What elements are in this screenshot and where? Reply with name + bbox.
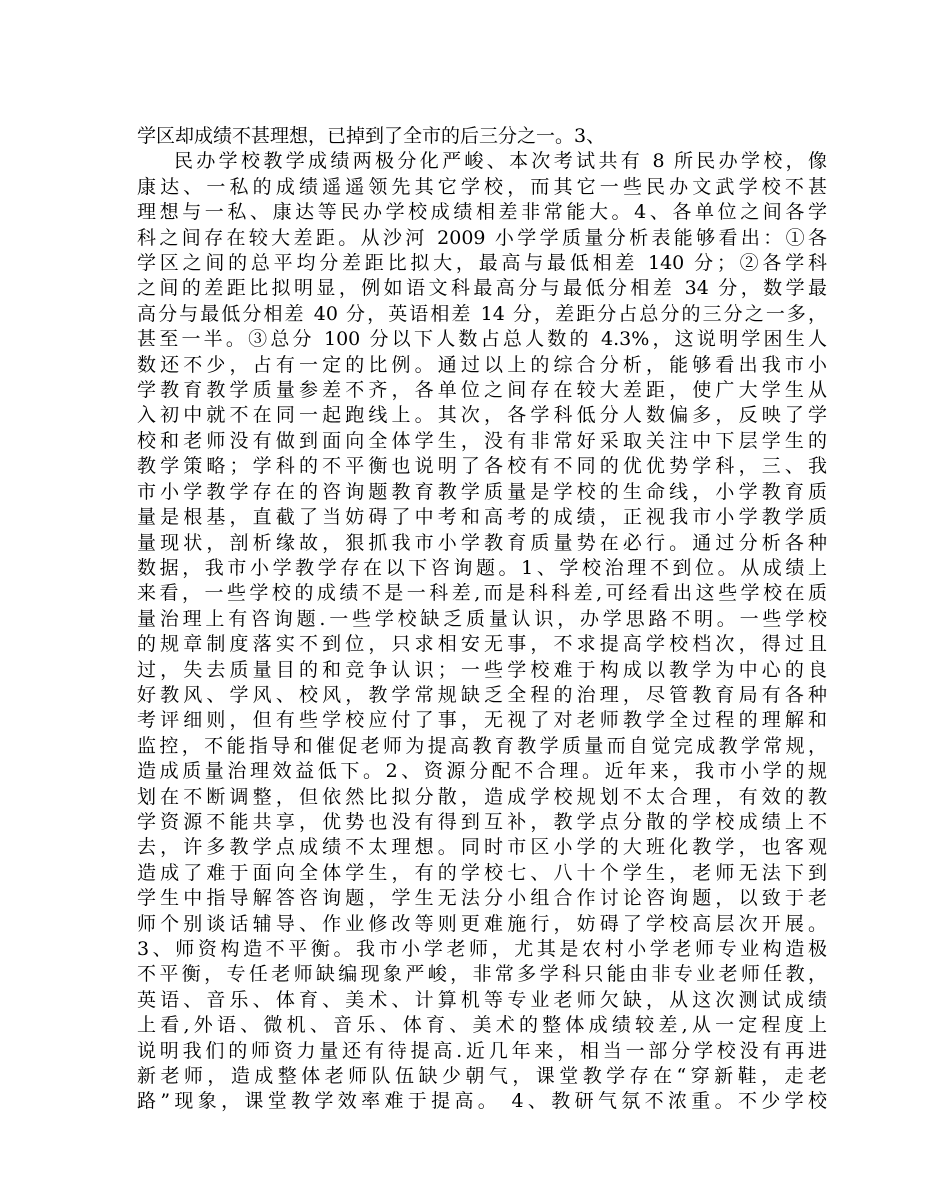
text-line: 说明我们的师资力量还有待提高.近几年来，相当一部分学校没有再进 bbox=[137, 1039, 827, 1062]
text-line: 考评细则，但有些学校应付了事，无视了对老师教学全过程的理解和 bbox=[137, 709, 827, 732]
text-line: 造成质量治理效益低下。2、资源分配不合理。近年来，我市小学的规 bbox=[137, 760, 827, 783]
text-line: 市小学教学存在的咨询题教育教学质量是学校的生命线，小学教育质 bbox=[137, 480, 827, 503]
text-line: 量现状，剖析缘故，狠抓我市小学教育质量势在必行。通过分析各种 bbox=[137, 531, 827, 554]
text-line: 学区却成绩不甚理想，已掉到了全市的后三分之一。3、 bbox=[137, 125, 606, 147]
text-line: 过，失去质量目的和竞争认识；一些学校难于构成以教学为中心的良 bbox=[137, 658, 827, 681]
text-line: 学区之间的总平均分差距比拟大，最高与最低相差 140 分；②各学科 bbox=[137, 252, 827, 275]
text-line: 数据，我市小学教学存在以下咨询题。1、学校治理不到位。从成绩上 bbox=[137, 556, 827, 579]
text-line: 造成了难于面向全体学生，有的学校七、八十个学生，老师无法下到 bbox=[137, 861, 827, 884]
text-line: 教学策略；学科的不平衡也说明了各校有不同的优优势学科，三、我 bbox=[137, 455, 827, 478]
text-line: 不平衡，专任老师缺编现象严峻，非常多学科只能由非专业老师任教， bbox=[137, 963, 827, 986]
text-line: 校和老师没有做到面向全体学生，没有非常好采取关注中下层学生的 bbox=[137, 429, 827, 452]
text-line: 学资源不能共享，优势也没有得到互补，教学点分散的学校成绩上不 bbox=[137, 810, 827, 833]
text-line: 理想与一私、康达等民办学校成绩相差非常能大。4、各单位之间各学 bbox=[137, 201, 827, 224]
text-line: 之间的差距比拟明显，例如语文科最高分与最低分相差 34 分，数学最 bbox=[137, 277, 827, 300]
text-line: 监控，不能指导和催促老师为提高教育教学质量而自觉完成教学常规， bbox=[137, 734, 827, 757]
text-line: 英语、音乐、体育、美术、计算机等专业老师欠缺，从这次测试成绩 bbox=[137, 988, 827, 1011]
text-line: 新老师，造成整体老师队伍缺少朝气，课堂教学存在“穿新鞋，走老 bbox=[137, 1065, 827, 1088]
text-line: 学生中指导解答咨询题，学生无法分小组合作讨论咨询题，以致于老 bbox=[137, 887, 827, 910]
text-line: 划在不断调整，但依然比拟分散，造成学校规划不太合理，有效的教 bbox=[137, 785, 827, 808]
text-line: 好教风、学风、校风，教学常规缺乏全程的治理，尽管教育局有各种 bbox=[137, 683, 827, 706]
text-line: 甚至一半。③总分 100 分以下人数占总人数的 4.3%，这说明学困生人 bbox=[137, 328, 827, 351]
text-line: 数还不少，占有一定的比例。通过以上的综合分析，能够看出我市小 bbox=[137, 353, 827, 376]
text-line: 上看,外语、微机、音乐、体育、美术的整体成绩较差,从一定程度上 bbox=[137, 1014, 827, 1037]
text-line: 师个别谈话辅导、作业修改等则更难施行，妨碍了学校高层次开展。 bbox=[137, 912, 827, 935]
text-line: 学教育教学质量参差不齐，各单位之间存在较大差距，使广大学生从 bbox=[137, 379, 827, 402]
text-line: 量是根基，直截了当妨碍了中考和高考的成绩，正视我市小学教学质 bbox=[137, 506, 827, 529]
text-line: 3、师资构造不平衡。我市小学老师，尤其是农村小学老师专业构造极 bbox=[137, 938, 827, 960]
text-line: 来看，一些学校的成绩不是一科差,而是科科差,可经看出这些学校在质 bbox=[137, 582, 827, 605]
body-text bbox=[137, 124, 827, 1115]
text-line: 入初中就不在同一起跑线上。其次，各学科低分人数偏多，反映了学 bbox=[137, 404, 827, 427]
text-line: 科之间存在较大差距。从沙河 2009 小学学质量分析表能够看出：①各 bbox=[137, 226, 827, 249]
text-line: 的规章制度落实不到位，只求相安无事，不求提高学校档次，得过且 bbox=[137, 633, 827, 656]
text-line: 量治理上有咨询题.一些学校缺乏质量认识，办学思路不明。一些学校 bbox=[137, 607, 827, 630]
text-line: 去，许多教学点成绩不太理想。同时市区小学的大班化教学，也客观 bbox=[137, 836, 827, 859]
text-line: 康达、一私的成绩遥遥领先其它学校，而其它一些民办文武学校不甚 bbox=[137, 175, 827, 198]
text-line: 路”现象，课堂教学效率难于提高。 4、教研气氛不浓重。不少学校 bbox=[137, 1090, 827, 1113]
text-line: 民办学校教学成绩两极分化严峻、本次考试共有 8 所民办学校，像 bbox=[174, 150, 827, 173]
text-line: 高分与最低分相差 40 分，英语相差 14 分，差距分占总分的三分之一多， bbox=[137, 302, 827, 325]
